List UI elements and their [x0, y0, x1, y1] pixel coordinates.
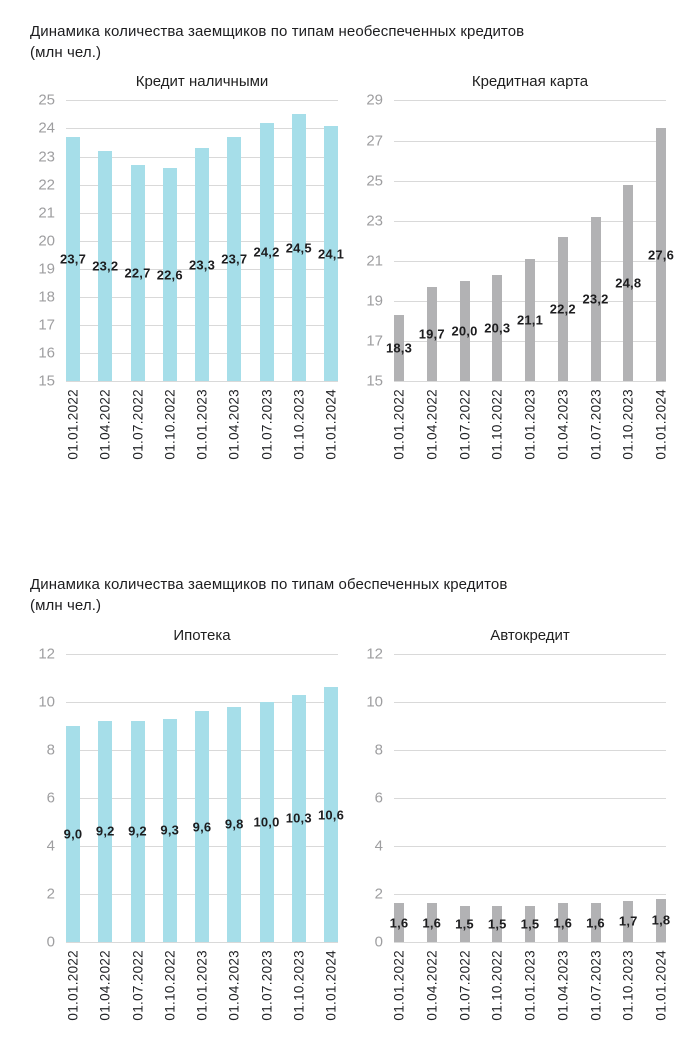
gridline [394, 894, 666, 895]
section-unsecured-loans [0, 0, 700, 481]
data-label: 1,7 [618, 913, 638, 929]
x-axis-tick-label: 01.01.2024 [323, 389, 339, 460]
data-label: 24,5 [285, 240, 312, 256]
data-label: 10,3 [285, 810, 312, 826]
y-axis-tick-label: 8 [374, 741, 383, 759]
chart-credit-card [342, 73, 675, 481]
x-axis-tick-label: 01.10.2023 [620, 389, 636, 460]
y-axis-tick-label: 23 [38, 148, 55, 166]
x-axis [66, 942, 338, 1042]
data-label: 22,2 [549, 301, 576, 317]
x-axis-tick-label: 01.01.2022 [391, 389, 407, 460]
x-axis-tick-label: 01.10.2022 [162, 389, 178, 460]
x-axis-tick-label: 01.01.2023 [522, 389, 538, 460]
gridline [394, 181, 666, 182]
y-axis [342, 91, 394, 390]
x-axis-tick-label: 01.04.2023 [555, 949, 571, 1021]
gridline [66, 654, 338, 655]
x-axis-tick-label: 01.01.2022 [65, 949, 81, 1021]
x-axis-tick-label: 01.07.2022 [457, 949, 472, 1021]
data-label: 10,6 [317, 807, 345, 823]
data-label: 1,5 [487, 916, 507, 932]
x-axis-tick-label: 01.07.2023 [588, 389, 603, 460]
y-axis-tick-label: 8 [46, 741, 55, 759]
x-axis-tick-label: 01.01.2024 [653, 389, 669, 460]
charts-row-secured [0, 627, 700, 1042]
x-axis-tick-label: 01.01.2023 [522, 949, 538, 1021]
plot-area [389, 654, 671, 942]
y-axis-tick-label: 21 [366, 252, 383, 270]
section-title-line1: Динамика количества заемщиков по типам необеспеченных кредитов [30, 23, 525, 40]
x-axis-tick-label: 01.07.2023 [588, 949, 603, 1021]
y-axis-tick-label: 4 [46, 837, 55, 855]
charts-row-unsecured [0, 73, 700, 481]
gridline [394, 654, 666, 655]
y-axis-tick-label: 25 [366, 172, 383, 190]
y-axis-tick-label: 27 [366, 132, 383, 150]
x-axis-tick-label: 01.07.2022 [457, 389, 472, 460]
data-label: 9,3 [160, 822, 180, 838]
section-secured-loans [0, 575, 700, 1041]
x-axis [391, 381, 669, 481]
data-label: 9,8 [224, 816, 244, 832]
y-axis-tick-label: 6 [374, 789, 383, 807]
gridline [394, 141, 666, 142]
x-axis-tick-label: 01.04.2023 [555, 389, 571, 460]
data-label: 24,2 [253, 244, 280, 260]
y-axis-tick-label: 22 [38, 176, 55, 194]
x-axis-tick-label: 01.04.2022 [424, 389, 440, 460]
chart-cash-loans [14, 73, 345, 481]
y-axis-tick-label: 15 [38, 372, 55, 390]
x-axis-tick-label: 01.04.2022 [97, 389, 113, 460]
chart-mortgage [14, 626, 345, 1042]
data-label: 1,6 [422, 915, 442, 931]
chart-auto-loan [342, 626, 671, 1042]
chart-title-auto-loan: Автокредит [490, 626, 570, 644]
y-axis-tick-label: 21 [38, 204, 55, 222]
section-title [0, 575, 700, 616]
data-label: 1,6 [389, 915, 409, 931]
y-axis-tick-label: 20 [38, 232, 55, 250]
data-label: 9,2 [95, 823, 115, 839]
x-axis-tick-label: 01.07.2022 [130, 949, 145, 1021]
chart-body [342, 645, 671, 951]
gridline [394, 846, 666, 847]
plot-area [385, 100, 675, 381]
x-axis-tick-label: 01.10.2023 [291, 949, 307, 1021]
gridline [66, 100, 338, 101]
x-axis-tick-label: 01.01.2023 [194, 389, 210, 460]
y-axis-tick-label: 12 [366, 645, 383, 663]
gridline [394, 100, 666, 101]
data-label: 20,3 [484, 320, 511, 336]
data-label: 22,7 [124, 265, 151, 281]
data-label: 1,5 [520, 916, 540, 932]
x-axis-tick-label: 01.07.2022 [130, 389, 145, 460]
data-label: 27,6 [647, 247, 675, 263]
y-axis-tick-label: 17 [366, 332, 383, 350]
y-axis [14, 645, 66, 951]
y-axis-tick-label: 12 [38, 645, 55, 663]
data-label: 9,0 [63, 826, 83, 842]
y-axis-tick-label: 25 [38, 91, 55, 109]
x-axis-tick-label: 01.01.2022 [65, 389, 81, 460]
x-axis-tick-label: 01.01.2024 [653, 949, 669, 1021]
y-axis-tick-label: 23 [366, 212, 383, 230]
data-label: 23,2 [582, 291, 609, 307]
y-axis-tick-label: 18 [38, 288, 55, 306]
y-axis-tick-label: 29 [366, 91, 383, 109]
data-label: 20,0 [451, 323, 478, 339]
chart-body [342, 91, 675, 390]
x-axis-tick-label: 01.10.2023 [620, 949, 636, 1021]
data-label: 1,6 [553, 915, 573, 931]
x-axis-tick-label: 01.04.2023 [226, 949, 242, 1021]
data-label: 1,6 [586, 915, 605, 931]
x-axis-tick-label: 01.07.2023 [259, 949, 274, 1021]
section-title-line1: Динамика количества заемщиков по типам обеспеченных кредитов [30, 576, 508, 594]
y-axis-tick-label: 15 [366, 372, 383, 390]
data-label: 10,0 [253, 814, 280, 830]
plot-area [63, 654, 345, 942]
y-axis [14, 91, 66, 390]
x-axis-tick-label: 01.04.2022 [424, 949, 440, 1021]
y-axis-tick-label: 24 [38, 119, 55, 137]
data-label: 24,1 [317, 246, 345, 262]
chart-title-cash-loans: Кредит наличными [135, 73, 269, 91]
data-label: 23,2 [92, 258, 119, 274]
section-title-line2: (млн чел.) [30, 43, 102, 61]
data-label: 21,1 [516, 312, 544, 328]
x-axis-tick-label: 01.01.2022 [391, 949, 407, 1021]
x-axis-tick-label: 01.07.2023 [259, 389, 274, 460]
chart-body [14, 645, 345, 951]
data-label: 23,7 [59, 251, 87, 267]
x-axis-tick-label: 01.01.2023 [194, 949, 210, 1021]
chart-body [14, 91, 345, 390]
data-label: 18,3 [385, 340, 413, 356]
plot-area [59, 100, 345, 381]
x-axis [391, 942, 669, 1042]
y-axis-tick-label: 16 [38, 344, 55, 362]
data-label: 1,8 [651, 912, 671, 928]
data-label: 1,5 [455, 916, 474, 932]
y-axis-tick-label: 10 [38, 693, 55, 711]
y-axis-tick-label: 0 [374, 933, 383, 951]
gridline [394, 702, 666, 703]
data-label: 23,3 [188, 257, 216, 273]
data-label: 9,2 [128, 823, 147, 839]
data-label: 9,6 [192, 819, 212, 835]
y-axis-tick-label: 2 [374, 885, 383, 903]
data-label: 19,7 [418, 326, 445, 342]
x-axis-tick-label: 01.10.2022 [489, 949, 505, 1021]
y-axis-tick-label: 10 [366, 693, 383, 711]
y-axis-tick-label: 0 [46, 933, 55, 951]
section-title-line2: (млн чел.) [30, 597, 102, 615]
chart-title-credit-card: Кредитная карта [471, 73, 589, 91]
y-axis-tick-label: 19 [38, 260, 55, 278]
chart-title-mortgage: Ипотека [173, 626, 231, 644]
data-label: 24,8 [615, 275, 642, 291]
y-axis-tick-label: 19 [366, 292, 383, 310]
y-axis-tick-label: 4 [374, 837, 383, 855]
x-axis-tick-label: 01.10.2022 [162, 949, 178, 1021]
x-axis-tick-label: 01.04.2022 [97, 949, 113, 1021]
x-axis-tick-label: 01.10.2023 [291, 389, 307, 460]
section-title [0, 22, 700, 63]
gridline [394, 750, 666, 751]
x-axis [66, 381, 338, 481]
x-axis-tick-label: 01.04.2023 [226, 389, 242, 460]
x-axis-tick-label: 01.10.2022 [489, 389, 505, 460]
y-axis [342, 645, 394, 951]
data-label: 22,6 [156, 267, 183, 283]
x-axis-tick-label: 01.01.2024 [323, 949, 339, 1021]
gridline [394, 798, 666, 799]
data-label: 23,7 [221, 251, 248, 267]
y-axis-tick-label: 17 [38, 316, 55, 334]
y-axis-tick-label: 6 [46, 789, 55, 807]
y-axis-tick-label: 2 [46, 885, 55, 903]
